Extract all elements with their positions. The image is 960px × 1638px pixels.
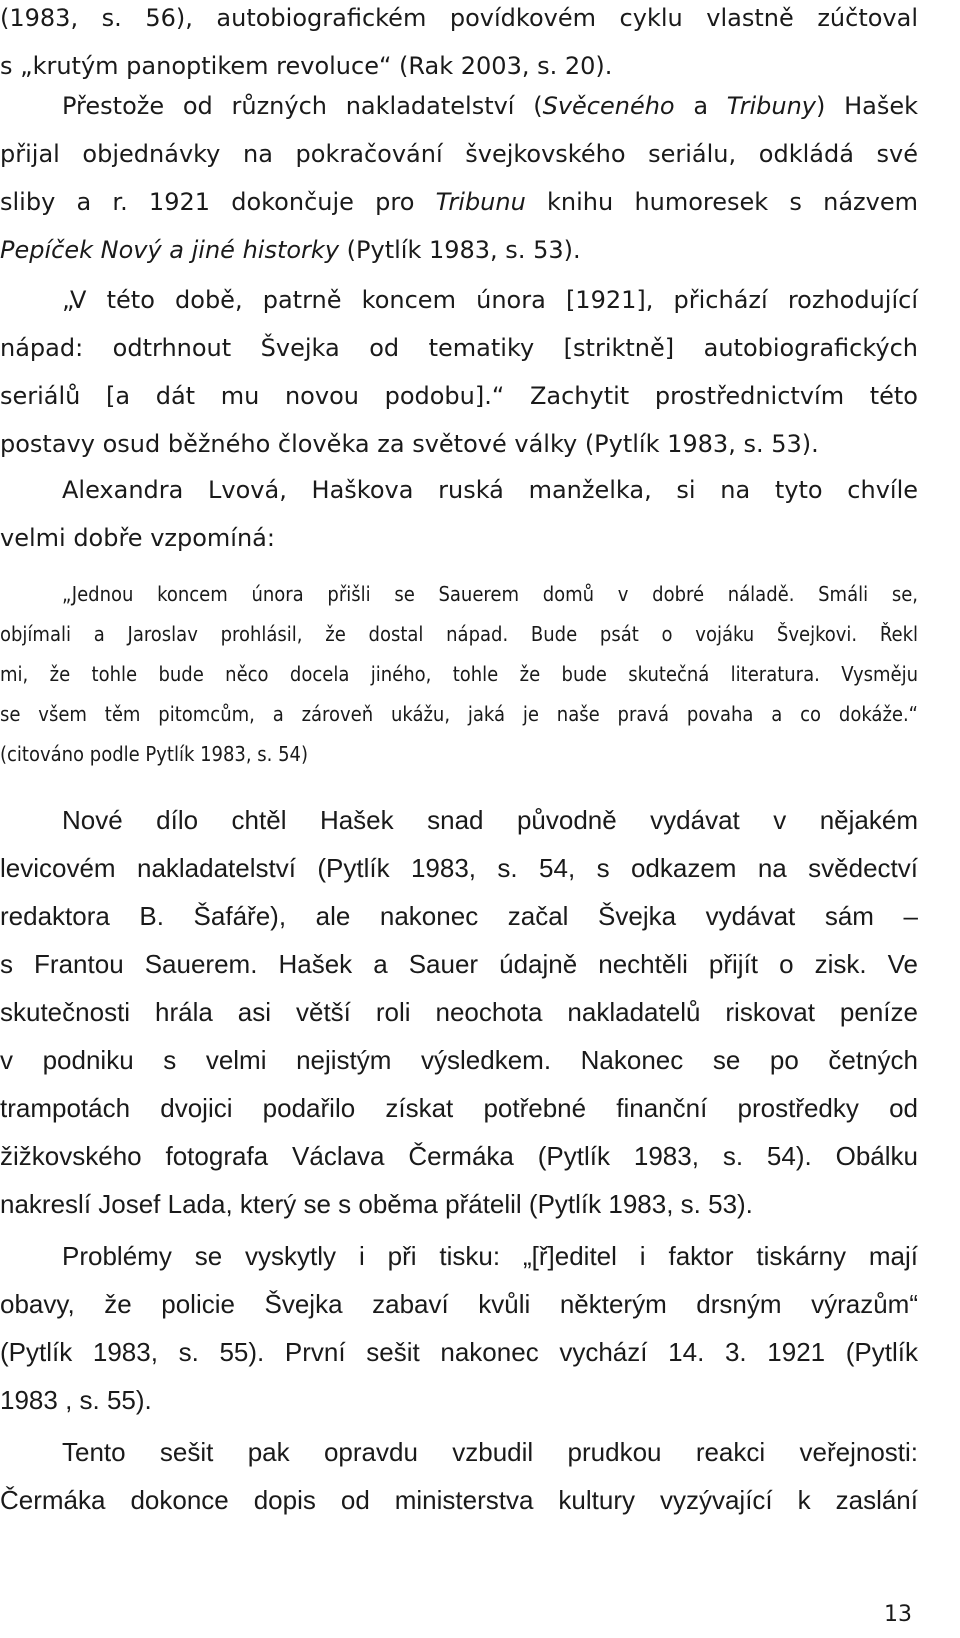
quote-line: „Jednou koncem února přišli se Sauerem domů v dobré náladě. Smáli se, (62, 582, 918, 606)
text-line: Pepíček Nový a jiné historky (Pytlík 1983, s. 53). (0, 236, 581, 264)
text-line: nápad: odtrhnout Švejka od tematiky [striktně] autobiografických (0, 334, 918, 362)
quote-citation: (citováno podle Pytlík 1983, s. 54) (0, 742, 309, 766)
text-line: s Frantou Sauerem. Hašek a Sauer údajně nechtěli přijít o zisk. Ve (0, 949, 918, 979)
text-line: nakreslí Josef Lada, který se s oběma přátelil (Pytlík 1983, s. 53). (0, 1189, 753, 1219)
italic-title: Tribuny (726, 92, 816, 120)
text-line: Přestože od různých nakladatelství (Svěceného a Tribuny) Hašek (62, 92, 919, 120)
text-line: (1983, s. 56), autobiografickém povídkovém cyklu vlastně zúčtoval (0, 4, 918, 32)
text-line: žižkovského fotografa Václava Čermáka (Pytlík 1983, s. 54). Obálku (0, 1141, 918, 1171)
text-line: „V této době, patrně koncem února [1921], přichází rozhodující (62, 286, 918, 314)
text-line: Tento sešit pak opravdu vzbudil prudkou reakci veřejnosti: (62, 1437, 918, 1467)
text-line: Nové dílo chtěl Hašek snad původně vydávat v nějakém (62, 805, 918, 835)
text-line: skutečnosti hrála asi větší roli neochota nakladatelů riskovat peníze (0, 997, 918, 1027)
quote-line: se všem těm pitomcům, a zároveň ukážu, jaká je naše pravá povaha a co dokáže.“ (0, 702, 918, 726)
text-line: Čermáka dokonce dopis od ministerstva kultury vyzývající k zaslání (0, 1485, 918, 1515)
text-line: postavy osud běžného člověka za světové války (Pytlík 1983, s. 53). (0, 430, 819, 458)
text-line: velmi dobře vzpomíná: (0, 524, 275, 552)
quote-line: objímali a Jaroslav prohlásil, že dostal nápad. Bude psát o vojáku Švejkovi. Řekl (0, 622, 918, 646)
italic-title: Pepíček Nový a jiné historky (0, 236, 340, 264)
text-line: redaktora B. Šafáře), ale nakonec začal Švejka vydávat sám – (0, 901, 918, 931)
text-line: sliby a r. 1921 dokončuje pro Tribunu knihu humoresek s názvem (0, 188, 918, 216)
text-line: s „krutým panoptikem revoluce“ (Rak 2003, s. 20). (0, 52, 613, 80)
text-line: přijal objednávky na pokračování švejkovského seriálu, odkládá své (0, 140, 918, 168)
text-line: Alexandra Lvová, Haškova ruská manželka, si na tyto chvíle (62, 476, 918, 504)
text-line: trampotách dvojici podařilo získat potřebné finanční prostředky od (0, 1093, 918, 1123)
text-line: (Pytlík 1983, s. 55). První sešit nakonec vychází 14. 3. 1921 (Pytlík (0, 1337, 918, 1367)
quote-line: mi, že tohle bude něco docela jiného, tohle že bude skutečná literatura. Vysměju (0, 662, 918, 686)
text-line: levicovém nakladatelství (Pytlík 1983, s. 54, s odkazem na svědectví (0, 853, 918, 883)
text-line: v podniku s velmi nejistým výsledkem. Nakonec se po četných (0, 1045, 918, 1075)
text-line: seriálů [a dát mu novou podobu].“ Zachytit prostřednictvím této (0, 382, 918, 410)
text-line: Problémy se vyskytly i při tisku: „[ř]editel i faktor tiskárny mají (62, 1241, 918, 1271)
italic-title: Tribunu (435, 188, 526, 216)
italic-title: Svěceného (542, 92, 675, 120)
text-line: 1983 , s. 55). (0, 1385, 152, 1415)
text-line: obavy, že policie Švejka zabaví kvůli některým drsným výrazům“ (0, 1289, 918, 1319)
page-number: 13 (884, 1602, 912, 1627)
